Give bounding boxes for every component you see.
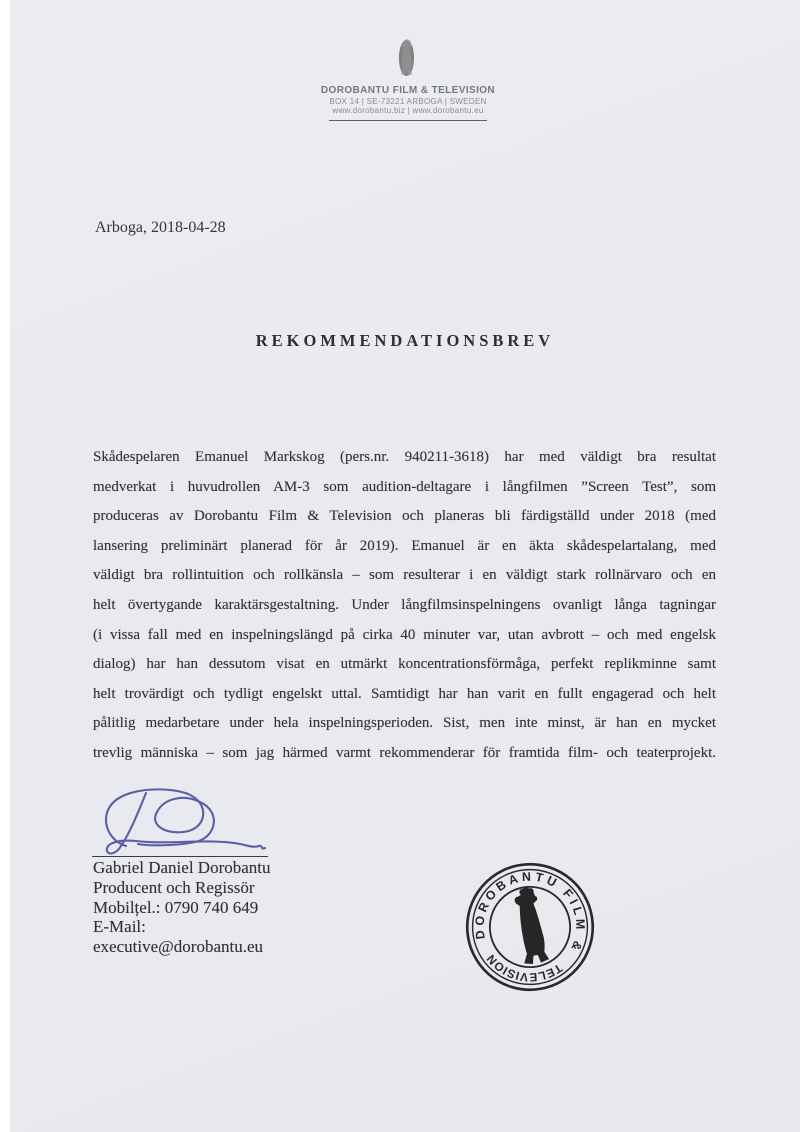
body-line: lansering preliminärt planerad för år 2019). Emanuel är en äkta skådespelartalang, med [93, 537, 716, 554]
signatory-name: Gabriel Daniel Dorobantu [93, 858, 271, 877]
signature-line [92, 856, 268, 857]
email-label: E-Mail: [93, 917, 146, 937]
body-line: helt övertygande karaktärsgestaltning. Under långfilmsinspelningens ovanligt långa tagningar [93, 596, 716, 613]
body-line: helt trovärdigt och tydligt engelskt uttal. Samtidigt har han varit en fullt engagerad och helt [93, 685, 716, 702]
letterhead-divider [329, 120, 487, 121]
handwritten-signature [86, 788, 276, 860]
company-stamp [458, 855, 602, 999]
stamp-figure-icon [511, 885, 549, 965]
letter-body [93, 443, 716, 769]
stamp-bottom-text: TELEVISION [483, 951, 565, 985]
body-line: trevlig människa – som jag härmed varmt rekommenderar för framtida film- och teaterprojekt. [93, 744, 716, 761]
company-name: DOROBANTU FILM & TELEVISION [320, 85, 496, 96]
body-line: pålitlig medarbetare under hela inspelningsperioden. Sist, men inte minst, är han en mycket [93, 715, 716, 732]
letterhead-figure-icon [390, 39, 422, 77]
body-line: (i vissa fall med en inspelningslängd på cirka 40 minuter var, utan avbrott – och med engelsk [93, 626, 716, 643]
date-line: Arboga, 2018-04-28 [95, 219, 226, 236]
body-line: Skådespelaren Emanuel Markskog (pers.nr. 940211-3618) har med väldigt bra resultat [93, 449, 716, 465]
company-address: BOX 14 | SE-73221 ARBOGA | SWEDEN [329, 97, 487, 106]
stamp-top-text: DOROBANTU FILM & [472, 869, 588, 956]
signatory-role: Producent och Regissör [93, 877, 255, 897]
signatory-phone: Mobilțel.: 0790 740 649 [93, 897, 259, 917]
body-line: produceras av Dorobantu Film & Television och planeras bli färdigställd under 2018 (med [93, 508, 716, 525]
letter-title: REKOMMENDATIONSBREV [255, 331, 555, 350]
body-line: väldigt bra rollintuition och rollkänsla – som resulterar i en väldigt stark rollnärvaro och en [93, 567, 716, 584]
body-line: dialog) har han dessutom visat en utmärkt koncentrationsförmåga, perfekt replikminne samt [93, 656, 716, 673]
scan-edge-strip [0, 0, 10, 1132]
email-address: executive@dorobantu.eu [93, 937, 264, 957]
body-line: medverkat i huvudrollen AM-3 som audition-deltagare i långfilmen ”Screen Test”, som [93, 478, 716, 495]
signature-contact-block [93, 858, 393, 957]
company-urls: www.dorobantu.biz | www.dorobantu.eu [332, 106, 484, 115]
